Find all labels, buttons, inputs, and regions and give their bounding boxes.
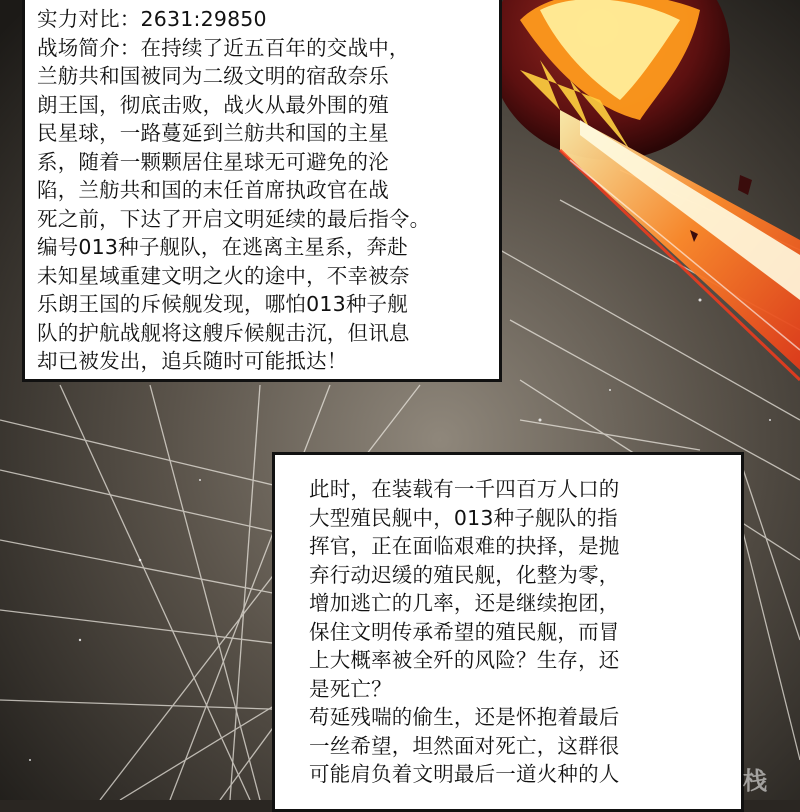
caption-line: 实力对比：2631:29850 — [37, 7, 267, 31]
caption-line: 死之前，下达了开启文明延续的最后指令。 — [37, 206, 431, 231]
caption-line: 系，随着一颗颗居住星球无可避免的沦 — [37, 149, 389, 174]
caption-line: 乐朗王国的斥候舰发现，哪怕013种子舰 — [37, 292, 408, 316]
caption-line: 保住文明传承希望的殖民舰，而冒 — [309, 619, 620, 644]
caption-line: 弃行动迟缓的殖民舰，化整为零， — [309, 562, 620, 587]
caption-box-top — [22, 0, 502, 382]
caption-line: 挥官，正在面临艰难的抉择，是抛 — [309, 534, 620, 558]
caption-line: 民星球，一路蔓延到兰舫共和国的主星 — [37, 121, 389, 145]
caption-line: 未知星域重建文明之火的途中，不幸被奈 — [37, 263, 410, 288]
caption-line: 大型殖民舰中，013种子舰队的指 — [309, 505, 618, 530]
caption-line: 增加逃亡的几率，还是继续抱团， — [309, 591, 620, 615]
caption-line: 却已被发出，追兵随时可能抵达！ — [37, 349, 348, 373]
caption-line: 编号013种子舰队，在逃离主星系，奔赴 — [37, 235, 408, 259]
caption-line: 兰舫共和国被同为二级文明的宿敌奈乐 — [37, 64, 389, 88]
site-watermark-logo: 漫客栈 — [691, 766, 769, 795]
caption-line: 可能肩负着文明最后一道火种的人 — [309, 762, 620, 786]
caption-line: 此时，在装载有一千四百万人口的 — [309, 477, 620, 501]
caption-line: 队的护航战舰将这艘斥候舰击沉，但讯息 — [37, 320, 410, 345]
caption-line: 上大概率被全歼的风险？生存，还 — [309, 648, 620, 672]
caption-line: 陷，兰舫共和国的末任首席执政官在战 — [37, 178, 389, 202]
caption-line: 朗王国，彻底击败，战火从最外围的殖 — [37, 92, 389, 117]
caption-line: 是死亡？ — [309, 676, 392, 701]
caption-line: 战场简介：在持续了近五百年的交战中， — [37, 35, 410, 60]
caption-line: 一丝希望，坦然面对死亡，这群很 — [309, 733, 620, 758]
caption-line: 苟延残喘的偷生，还是怀抱着最后 — [309, 705, 620, 729]
